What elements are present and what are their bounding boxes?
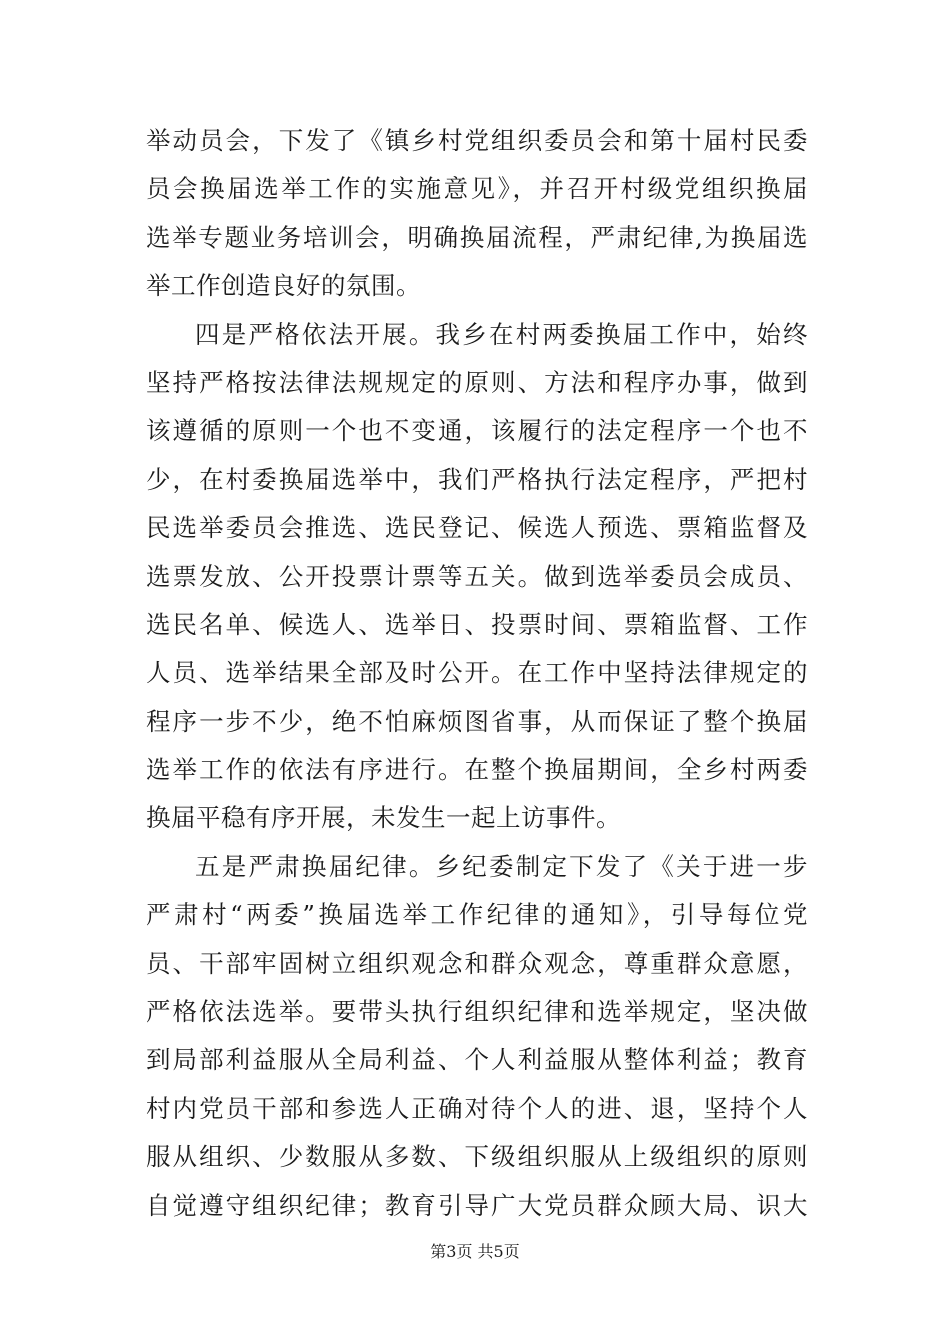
body-text <box>146 117 808 1230</box>
text-line: 该遵循的原则一个也不变通，该履行的法定程序一个也不 <box>146 416 808 446</box>
text-line: 民选举委员会推选、选民登记、候选人预选、票箱监督及 <box>146 513 808 543</box>
text-line: 自觉遵守组织纪律；教育引导广大党员群众顾大局、识大 <box>146 1190 808 1220</box>
text-line: 选举工作的依法有序进行。在整个换届期间，全乡村两委 <box>146 755 808 785</box>
text-line: 选举专题业务培训会，明确换届流程，严肃纪律,为换届选 <box>146 222 808 252</box>
text-line: 选民名单、候选人、选举日、投票时间、票箱监督、工作 <box>146 609 808 639</box>
text-line: 严格依法选举。要带头执行组织纪律和选举规定，坚决做 <box>146 997 808 1027</box>
text-line: 员会换届选举工作的实施意见》，并召开村级党组织换届 <box>146 174 808 204</box>
text-line: 少，在村委换届选举中，我们严格执行法定程序，严把村 <box>146 464 808 494</box>
text-line: 村内党员干部和参选人正确对待个人的进、退，坚持个人 <box>146 1093 808 1123</box>
text-line: 人员、选举结果全部及时公开。在工作中坚持法律规定的 <box>146 658 808 688</box>
text-line: 四是严格依法开展。我乡在村两委换届工作中，始终 <box>195 319 808 349</box>
text-line: 到局部利益服从全局利益、个人利益服从整体利益；教育 <box>146 1045 808 1075</box>
text-line: 换届平稳有序开展，未发生一起上访事件。 <box>146 803 621 833</box>
text-line: 坚持严格按法律法规规定的原则、方法和程序办事，做到 <box>146 367 808 397</box>
text-line: 程序一步不少，绝不怕麻烦图省事，从而保证了整个换届 <box>146 706 808 736</box>
text-line: 员、干部牢固树立组织观念和群众观念，尊重群众意愿， <box>146 948 808 978</box>
text-line: 举工作创造良好的氛围。 <box>146 271 421 301</box>
text-line: 严肃村“两委”换届选举工作纪律的通知》，引导每位党 <box>146 900 808 930</box>
text-line: 服从组织、少数服从多数、下级组织服从上级组织的原则 <box>146 1142 808 1172</box>
page-footer: 第3页 共5页 <box>430 1242 520 1261</box>
text-line: 选票发放、公开投票计票等五关。做到选举委员会成员、 <box>146 561 808 591</box>
text-line: 举动员会，下发了《镇乡村党组织委员会和第十届村民委 <box>146 126 808 155</box>
text-line: 五是严肃换届纪律。乡纪委制定下发了《关于进一步 <box>195 851 808 881</box>
